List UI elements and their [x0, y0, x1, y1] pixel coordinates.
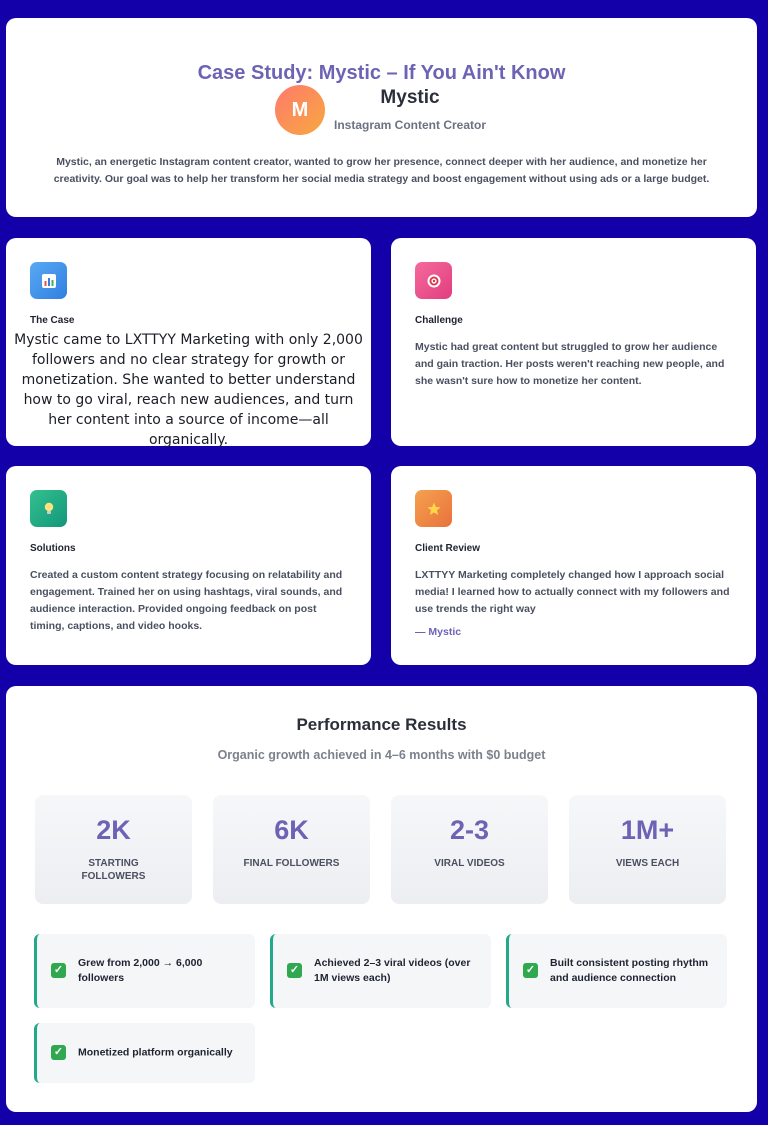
- checkmark-icon: ✓: [523, 963, 538, 978]
- achievement-text: Grew from 2,000 → 6,000 followers: [78, 957, 203, 984]
- case-body: Mystic came to LXTTYY Marketing with only 2,000 followers and no clear strategy for growth or monetization. She wanted to better understand how to go viral, reach new audiences, and turn her content into a source of income—all organically.: [14, 332, 363, 448]
- results-card: [6, 686, 757, 1112]
- review-body: LXTTYY Marketing completely changed how I approach social media! I learned how to actually connect with my followers and use trends the right way: [415, 569, 730, 615]
- stat-value: 2-3: [449, 815, 490, 845]
- lightbulb-icon: [30, 490, 67, 527]
- review-author: — Mystic: [415, 626, 462, 638]
- stat-card: [35, 795, 192, 904]
- hero-description: Mystic, an energetic Instagram content creator, wanted to grow her presence, connect deeper with her audience, and monetize her creativity. Our goal was to help her transform her social media strategy and boost engagement without using ads or a large budget.: [53, 156, 710, 185]
- hero-card: [6, 18, 757, 217]
- stat-value: 1M+: [620, 815, 675, 845]
- review-title: Client Review: [415, 543, 481, 554]
- page-title: Case Study: Mystic – If You Ain't Know: [197, 62, 566, 84]
- case-card: [6, 238, 371, 446]
- achievement-text: Built consistent posting rhythm and audience connection: [550, 957, 709, 984]
- stat-card: [569, 795, 726, 904]
- stat-card: [213, 795, 370, 904]
- challenge-title: Challenge: [415, 315, 463, 326]
- achievement-text: Monetized platform organically: [78, 1046, 233, 1059]
- stat-label: STARTING FOLLOWERS: [81, 858, 146, 882]
- checkmark-icon: ✓: [51, 963, 66, 978]
- solutions-title: Solutions: [30, 543, 76, 554]
- bar-chart-icon: [30, 262, 67, 299]
- achievement-item: [506, 934, 727, 1008]
- challenge-card: [391, 238, 756, 446]
- client-name: Mystic: [380, 87, 440, 108]
- review-card: [391, 466, 756, 665]
- stat-label: VIEWS EACH: [615, 858, 680, 869]
- results-title: Performance Results: [296, 715, 467, 734]
- results-subtitle: Organic growth achieved in 4–6 months with $0 budget: [217, 748, 546, 762]
- star-icon: [415, 490, 452, 527]
- achievement-text: Achieved 2–3 viral videos (over 1M views each): [314, 957, 471, 984]
- stat-card: [391, 795, 548, 904]
- bar-chart-icon-graphic: [41, 273, 57, 289]
- lightbulb-icon-graphic: [41, 501, 57, 517]
- target-icon: [415, 262, 452, 299]
- achievement-item: [270, 934, 491, 1008]
- solutions-card: [6, 466, 371, 665]
- stat-value: 2K: [96, 815, 131, 845]
- achievement-item: [34, 934, 255, 1008]
- checkmark-icon: ✓: [51, 1045, 66, 1060]
- avatar: M: [275, 85, 325, 135]
- achievement-item: [34, 1023, 255, 1083]
- client-role: Instagram Content Creator: [333, 118, 487, 132]
- challenge-body: Mystic had great content but struggled to grow her audience and gain traction. Her posts weren't reaching new people, and she wasn't sure how to monetize her content.: [415, 341, 725, 387]
- solutions-body: Created a custom content strategy focusing on relatability and engagement. Trained her on using hashtags, viral sounds, and audience interaction. Provided ongoing feedback on post timing, captions, and video hooks.: [30, 569, 343, 632]
- stat-value: 6K: [274, 815, 309, 845]
- checkmark-icon: ✓: [287, 963, 302, 978]
- star-icon-graphic: [426, 501, 442, 517]
- stat-label: FINAL FOLLOWERS: [243, 858, 340, 869]
- stat-label: VIRAL VIDEOS: [434, 858, 505, 869]
- case-title: The Case: [30, 315, 75, 326]
- target-icon-graphic: [426, 273, 442, 289]
